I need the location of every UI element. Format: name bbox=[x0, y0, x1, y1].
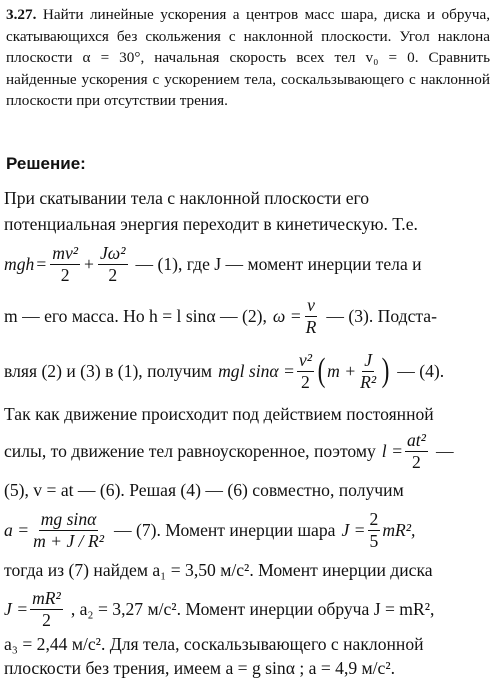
problem-statement bbox=[6, 4, 490, 112]
text-equation-3: — (3). Подста- bbox=[326, 305, 437, 326]
solution-line-9 bbox=[4, 506, 490, 554]
formula-distance: l = $\frac{\text{at²}}{2}$ bbox=[381, 430, 426, 472]
formula-acceleration: a = $\frac{\text{mg sinα}}{\text{m + J / R²}}$ bbox=[4, 509, 104, 551]
formula-disk-inertia: J = $\frac{\text{mR²}}{2}$ bbox=[4, 588, 61, 630]
solution-line-13: плоскости без трения, имеем a = g sinα ; a = 4,9 м/с². bbox=[4, 658, 396, 678]
solution-line-7 bbox=[4, 428, 490, 474]
solution-heading: Решение: bbox=[6, 154, 86, 173]
fraction-j-over-r2: $\frac{J}{\text{R²}}$ bbox=[360, 350, 377, 392]
solution-line-12: a₃ = 2,44 м/с². Для тела, соскальзывающего с наклонной bbox=[4, 634, 424, 654]
fraction-acceleration: $\frac{\text{mg sinα}}{\text{m + J / R²}}$ bbox=[33, 509, 104, 551]
formula-energy: mgh = $\frac{\text{mv²}}{2}$ + $\frac{\text{Jω²}}{2}$ bbox=[4, 243, 126, 285]
solution-line-8: (5), v = at — (6). Решая (4) — (6) совместно, получим bbox=[4, 480, 404, 500]
text-equation-2: m — его масса. Но h = l sinα — (2), bbox=[4, 305, 267, 326]
solution-line-5 bbox=[4, 344, 490, 398]
text-substitution: вляя (2) и (3) в (1), получим bbox=[4, 360, 213, 381]
solution-line-2: потенциальная энергия переходит в кинетическую. Т.е. bbox=[4, 214, 418, 234]
problem-number: 3.27. bbox=[6, 6, 37, 23]
solution-line-11 bbox=[4, 586, 490, 632]
text-sphere-moment: — (7). Момент инерции шара bbox=[113, 519, 336, 540]
fraction-mr2-over-2: $\frac{\text{mR²}}{2}$ bbox=[32, 588, 61, 630]
fraction-two-fifths: $\frac{2}{5}$ bbox=[369, 509, 379, 551]
solution-line-6: Так как движение происходит под действием постоянной bbox=[4, 404, 434, 424]
fraction-at2-over-2: $\frac{\text{at²}}{2}$ bbox=[406, 430, 426, 472]
text-equation-4-label: — (4). bbox=[397, 360, 445, 381]
text-uniform-motion: силы, то движение тел равноускоренное, поэтому bbox=[4, 440, 376, 461]
problem-text: Найти линейные ускорения a центров масс шара, диска и обруча, скатывающихся без скольжения с наклонной плоскости. Угол наклона плоскости α = 30°, начальная скорость всех тел v₀ = 0. Сравнить найденные ускорения с ускорением тела, соскальзывающего с наклонной плоскости при отсутствии трения. bbox=[6, 6, 490, 110]
solution-line-10: тогда из (7) найдем a₁ = 3,50 м/с². Момент инерции диска bbox=[4, 560, 433, 580]
solution-line-4 bbox=[4, 294, 490, 338]
text-disk-result: , a₂ = 3,27 м/с². Момент инерции обруча J = mR², bbox=[70, 598, 435, 619]
fraction-kinetic: $\frac{\text{mv²}}{2}$ bbox=[52, 243, 79, 285]
formula-omega: ω = $\frac{v}{R}$ bbox=[272, 295, 317, 337]
fraction-rotational: $\frac{\text{Jω²}}{2}$ bbox=[99, 243, 126, 285]
formula-sphere-inertia: J = $\frac{2}{5}$ mR², bbox=[341, 509, 416, 551]
fraction-v2-over-2: $\frac{\text{v²}}{2}$ bbox=[298, 350, 312, 392]
text-dash: — bbox=[435, 440, 454, 461]
text-equation-1: — (1), где J — момент инерции тела и bbox=[135, 253, 422, 274]
fraction-v-over-r: $\frac{v}{R}$ bbox=[305, 295, 317, 337]
solution-line-1: При скатывании тела с наклонной плоскости его bbox=[4, 188, 370, 208]
formula-equation-4: mgl sinα = $\frac{\text{v²}}{2}$ ( m + $\frac{J}{\text{R²}}$ ) bbox=[218, 350, 390, 392]
solution-line-3 bbox=[4, 242, 490, 286]
